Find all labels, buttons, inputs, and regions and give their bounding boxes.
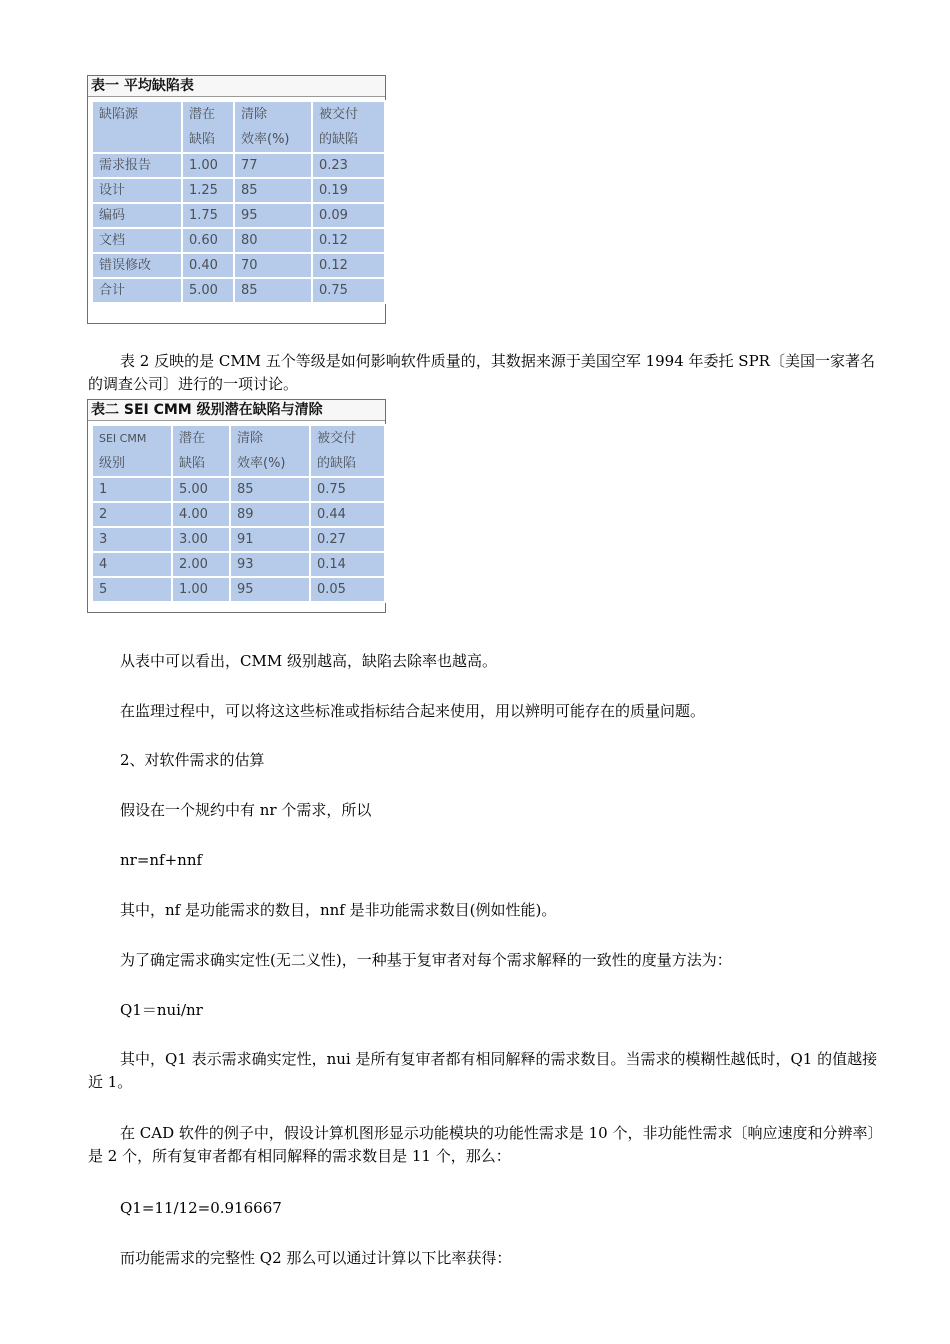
paragraph-cad-example: 在 CAD 软件的例子中，假设计算机图形显示功能模块的功能性需求是 10 个，非功能性需求〔响应速度和分辨率〕是 2 个，所有复审者都有相同解释的需求数目是 11 个，那么： — [88, 1124, 876, 1165]
table-cell: 合计 — [92, 278, 182, 303]
table-row — [92, 178, 385, 203]
table2-header-row — [92, 425, 385, 477]
table1-grid — [91, 100, 386, 304]
paragraph-cmm-levels: 表 2 反映的是 CMM 五个等级是如何影响软件质量的，其数据来源于美国空军 1994 年委托 SPR〔美国一家著名的调查公司〕进行的一项讨论。 — [88, 352, 875, 393]
table-cell: 0.09 — [312, 203, 385, 228]
table-row — [92, 153, 385, 178]
table-cell: 5.00 — [182, 278, 234, 303]
table-cell: 设计 — [92, 178, 182, 203]
table-cell: 5.00 — [172, 477, 230, 502]
table-cell: 2.00 — [172, 552, 230, 577]
table-cell: 1.00 — [172, 577, 230, 602]
table-cell: 0.19 — [312, 178, 385, 203]
table2-header-cell: 潜在 缺陷 — [172, 425, 230, 477]
table-cell: 91 — [230, 527, 310, 552]
table-cell: 0.05 — [310, 577, 385, 602]
table-cell: 编码 — [92, 203, 182, 228]
paragraph-supervision: 在监理过程中，可以将这这些标准或指标结合起来使用，用以辨明可能存在的质量问题。 — [120, 702, 706, 720]
table2-header-cell: SEI CMM 级别 — [92, 425, 172, 477]
paragraph-measure-method: 为了确定需求确实定性(无二义性)，一种基于复审者对每个需求解释的一致性的度量方法为： — [120, 951, 732, 969]
paragraph-q2: 而功能需求的完整性 Q2 那么可以通过计算以下比率获得： — [120, 1249, 512, 1267]
table-cell: 文档 — [92, 228, 182, 253]
table-row — [92, 502, 385, 527]
table1-header-cell: 缺陷源 — [92, 101, 182, 153]
table-cell: 2 — [92, 502, 172, 527]
table-cell: 1.75 — [182, 203, 234, 228]
table-cell: 93 — [230, 552, 310, 577]
table-cell: 70 — [234, 253, 312, 278]
table-cell: 89 — [230, 502, 310, 527]
table-row — [92, 527, 385, 552]
table-cell: 3.00 — [172, 527, 230, 552]
table1-header-row — [92, 101, 385, 153]
table-cell: 0.75 — [310, 477, 385, 502]
table1-header-cell: 清除 效率(%) — [234, 101, 312, 153]
table-cell: 0.23 — [312, 153, 385, 178]
table-cell: 0.12 — [312, 253, 385, 278]
table2-header-cell: 被交付 的缺陷 — [310, 425, 385, 477]
table-cell: 3 — [92, 527, 172, 552]
table-cell: 80 — [234, 228, 312, 253]
table-cell: 0.14 — [310, 552, 385, 577]
table-cell: 95 — [234, 203, 312, 228]
table-row — [92, 477, 385, 502]
table-cell: 0.27 — [310, 527, 385, 552]
section-heading: 2、对软件需求的估算 — [120, 751, 265, 769]
table-cell: 5 — [92, 577, 172, 602]
paragraph-conclusion: 从表中可以看出，CMM 级别越高，缺陷去除率也越高。 — [120, 652, 497, 670]
paragraph-assumption: 假设在一个规约中有 nr 个需求，所以 — [120, 801, 372, 819]
table-row — [92, 577, 385, 602]
defect-average-table-image — [87, 75, 386, 324]
table-cell: 77 — [234, 153, 312, 178]
table-cell: 0.40 — [182, 253, 234, 278]
table-cell: 4.00 — [172, 502, 230, 527]
table-cell: 0.12 — [312, 228, 385, 253]
table2-title: 表二 SEI CMM 级别潜在缺陷与清除 — [88, 400, 385, 421]
table-row — [92, 228, 385, 253]
paragraph-q1-definition: 其中，Q1 表示需求确实定性，nui 是所有复审者都有相同解释的需求数目。当需求的模糊性越低时，Q1 的值越接近 1。 — [88, 1050, 878, 1091]
formula-q1-result: Q1=11/12=0.916667 — [120, 1199, 282, 1217]
table-row — [92, 253, 385, 278]
formula-nr: nr=nf+nnf — [120, 851, 203, 869]
table-cell: 95 — [230, 577, 310, 602]
table-cell: 需求报告 — [92, 153, 182, 178]
table2-grid — [91, 424, 386, 603]
paragraph-nf-definition: 其中，nf 是功能需求的数目，nnf 是非功能需求数目(例如性能)。 — [120, 901, 557, 919]
formula-q1: Q1＝nui/nr — [120, 1001, 203, 1019]
table-cell: 4 — [92, 552, 172, 577]
table1-header-cell: 被交付 的缺陷 — [312, 101, 385, 153]
table-cell: 85 — [230, 477, 310, 502]
table-cell: 85 — [234, 278, 312, 303]
table-cell: 1 — [92, 477, 172, 502]
cmm-defect-table-image — [87, 399, 386, 613]
table-row — [92, 203, 385, 228]
table-cell: 错误修改 — [92, 253, 182, 278]
table-cell: 0.44 — [310, 502, 385, 527]
table1-header-cell: 潜在 缺陷 — [182, 101, 234, 153]
table2-header-cell: 清除 效率(%) — [230, 425, 310, 477]
table-cell: 0.75 — [312, 278, 385, 303]
table-cell: 0.60 — [182, 228, 234, 253]
table-row — [92, 552, 385, 577]
table-cell: 85 — [234, 178, 312, 203]
table-cell: 1.25 — [182, 178, 234, 203]
table-row — [92, 278, 385, 303]
table-cell: 1.00 — [182, 153, 234, 178]
table1-title: 表一 平均缺陷表 — [88, 76, 385, 97]
